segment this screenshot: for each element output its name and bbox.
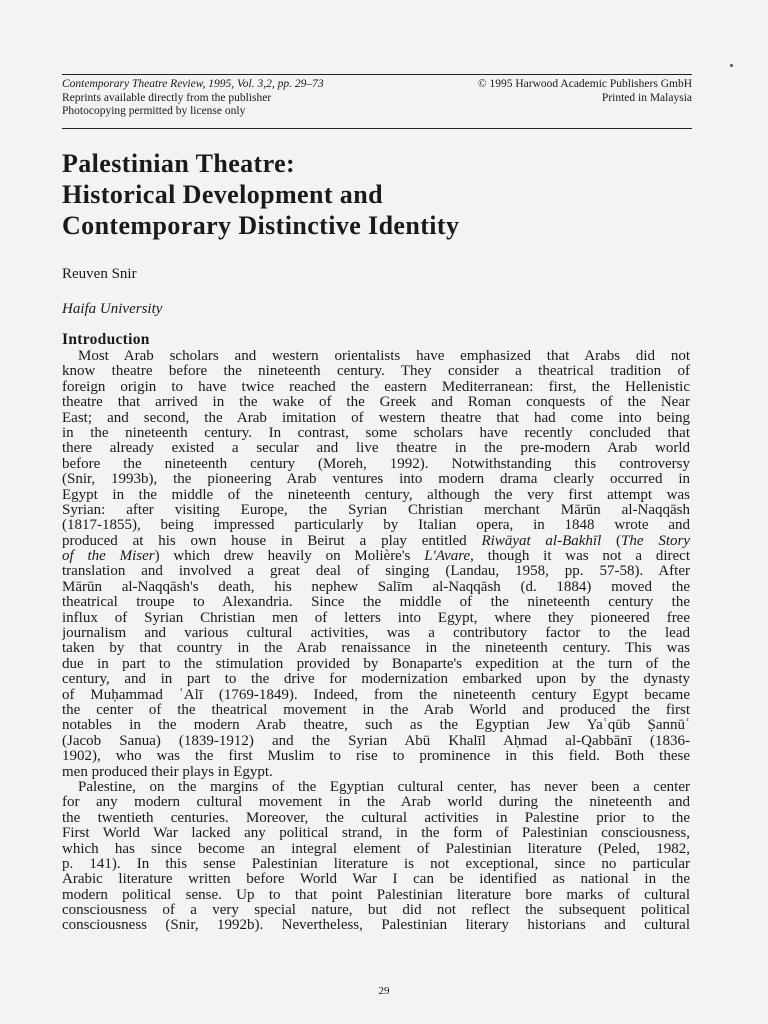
body-line: century, and in part to the drive for modernization embarked upon by the dynasty	[62, 672, 690, 688]
body-line: (Snir, 1993b), the pioneering Arab ventures into modern drama clearly occurred in	[62, 472, 690, 488]
body-line: (Jacob Sanua) (1839-1912) and the Syrian Abū Khalīl Aḥmad al-Qabbānī (1836-	[62, 733, 690, 749]
body-line: the twentieth centuries. Moreover, the cultural activities in Palestine prior to the	[62, 810, 690, 826]
body-line: before the nineteenth century (Moreh, 1992). Notwithstanding this controversy	[62, 456, 690, 472]
author-affiliation: Haifa University	[62, 301, 163, 317]
article-title	[62, 148, 702, 241]
article-body	[62, 349, 690, 934]
title-line: Historical Development and	[62, 180, 383, 209]
body-line: theatrical troupe to Alexandria. Since the middle of the nineteenth century the	[62, 595, 690, 611]
body-line: in the nineteenth century. In contrast, some scholars have recently concluded that	[62, 425, 690, 441]
body-line: First World War lacked any political strand, in the form of Palestinian consciousness,	[62, 826, 690, 842]
body-line: taken by that country in the Arab renaissance in the nineteenth century. This was	[62, 641, 690, 657]
body-line: foreign origin to have twice reached the eastern Mediterranean: first, the Hellenistic	[62, 379, 690, 395]
header-bottom-rule	[62, 128, 692, 129]
body-line: Egypt in the middle of the nineteenth century, although the very first attempt was	[62, 487, 690, 503]
header-printed-line: Printed in Malaysia	[601, 91, 692, 104]
header-reprints-line: Reprints available directly from the publisher	[62, 91, 272, 104]
header-citation-line: Contemporary Theatre Review, 1995, Vol. 3,2, pp. 29–73	[62, 78, 324, 90]
body-line: p. 141). In this sense Palestinian literature is not exceptional, since no particular	[62, 856, 690, 872]
scan-speck	[730, 64, 733, 67]
body-line: modern political sense. Up to that point Palestinian literature bore marks of cultural	[62, 887, 690, 903]
body-line: Palestine, on the margins of the Egyptian cultural center, has never been a center	[78, 779, 690, 795]
body-line: Syrian: after visiting Europe, the Syrian Christian merchant Mārūn al-Naqqāsh	[62, 502, 690, 518]
body-line: there already existed a secular and live theatre in the pre-modern Arab world	[62, 441, 690, 457]
body-line: for any modern cultural movement in the Arab world during the nineteenth and	[62, 795, 690, 811]
title-line: Contemporary Distinctive Identity	[62, 211, 460, 240]
body-line: the center of the theatrical movement in the Arab World and produced the first	[62, 702, 690, 718]
body-line: East; and second, the Arab imitation of western theatre that had come into being	[62, 410, 690, 426]
header-copyright-line: © 1995 Harwood Academic Publishers GmbH	[477, 78, 692, 90]
body-line: know theatre before the nineteenth century. They consider a theatrical tradition of	[62, 364, 690, 380]
body-line: consciousness of a very special nature, but did not reflect the subsequent political	[62, 903, 690, 919]
header-publisher	[392, 78, 692, 105]
header-top-rule	[62, 74, 692, 75]
body-line: (1817-1855), being impressed particularly by Italian opera, in 1848 wrote and	[62, 518, 690, 534]
author-name: Reuven Snir	[62, 266, 137, 282]
header-photocopy-line: Photocopying permitted by license only	[62, 105, 246, 117]
body-line: influx of Syrian Christian men of letters into Egypt, where they pioneered free	[62, 610, 690, 626]
title-line: Palestinian Theatre:	[62, 149, 296, 178]
header-citation	[62, 78, 422, 119]
body-line: journalism and various cultural activities, was a contributory factor to the lead	[62, 626, 690, 642]
body-line: men produced their plays in Egypt.	[62, 764, 273, 780]
body-line: Mārūn al-Naqqāsh's death, his nephew Salīm al-Naqqāsh (d. 1884) moved the	[62, 579, 690, 595]
body-line: Most Arab scholars and western orientalists have emphasized that Arabs did not	[78, 349, 690, 364]
body-line: Arabic literature written before World War I can be identified as national in the	[62, 872, 690, 888]
page-number: 29	[378, 985, 390, 997]
body-line: of the Miser) which drew heavily on Molière's L'Avare, though it was not a direct	[62, 549, 690, 565]
body-line: of Muḥammad ʿAlī (1769-1849). Indeed, from the nineteenth century Egypt became	[62, 687, 690, 703]
body-line: consciousness (Snir, 1992b). Nevertheless, Palestinian literary historians and cultural	[62, 918, 690, 934]
body-line: theatre that arrived in the wake of the Greek and Roman conquests of the Near	[62, 395, 690, 411]
body-line: produced at his own house in Beirut a play entitled Riwāyat al-Bakhīl (The Story	[62, 533, 690, 549]
body-line: which has since become an integral element of Palestinian literature (Peled, 1982,	[62, 841, 690, 857]
body-line: due in part to the stimulation provided by Bonaparte's expedition at the turn of the	[62, 656, 690, 672]
section-heading: Introduction	[62, 331, 150, 348]
body-line: 1902), who was the first Muslim to rise to prominence in this field. Both these	[62, 749, 690, 765]
body-line: notables in the modern Arab theatre, such as the Egyptian Jew Yaʿqūb Ṣannūʿ	[62, 718, 690, 734]
body-line: translation and involved a great deal of singing (Landau, 1958, pp. 57-58). After	[62, 564, 690, 580]
